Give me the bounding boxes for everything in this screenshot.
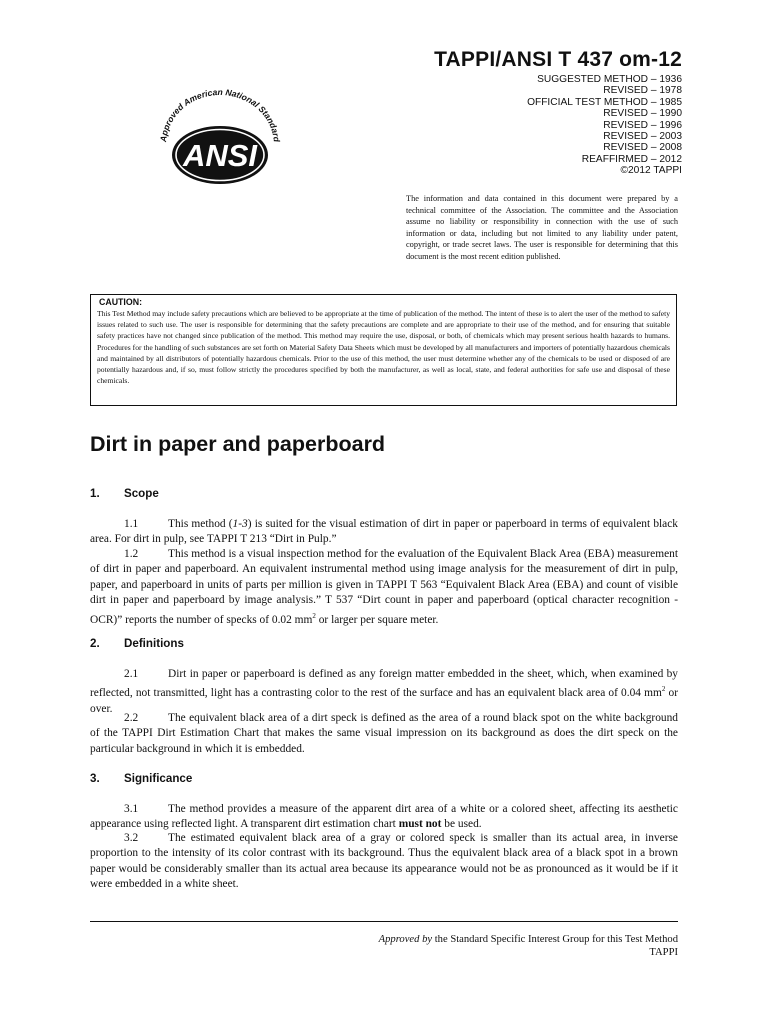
footer-approval-line — [379, 933, 678, 946]
paragraph-text: be used. — [441, 818, 482, 831]
history-line: REVISED – 1996 — [603, 119, 682, 131]
paragraph-1-1 — [90, 517, 678, 548]
section-number: 1. — [90, 487, 100, 500]
emphasis-text: must not — [398, 818, 442, 831]
footer-divider — [90, 921, 678, 922]
paragraph-text: The equivalent black area of a dirt speck is defined as the area of a round black spot on the white background of the TAPPI Dirt Estimation Chart that makes the same visual impression on its background as does the dirt speck on the particular background in which it is embedded. — [90, 712, 678, 755]
history-line: SUGGESTED METHOD – 1936 — [537, 74, 682, 85]
paragraph-text: This method ( — [168, 518, 233, 530]
logo-wordmark: ANSI — [182, 138, 258, 173]
paragraph-text: or larger per square meter. — [315, 613, 439, 626]
paragraph-3-1 — [90, 802, 678, 833]
footer — [379, 933, 678, 959]
paragraph-text: This method is a visual inspection method for the evaluation of the Equivalent Black Area (EBA) measurement of dirt in paper and paperboard. An equivalent instrumental method using image analysis for the measurement of dirt in pulp, paper, and paperboard in units of parts per million is given in TAPPI T 563 “Equivalent Black Area (EBA) and count of visible dirt in paper and paperboard by image analysis.” T 537 “Dirt count in paper and paperboard (optical character recognition - OCR)” reports the number of specks of 0.02 mm — [90, 548, 678, 626]
disclaimer-text: The information and data contained in this document were prepared by a technical committee of the Association. The committee and the Association assume no liability or responsibility in connection with the use of such information or data, including but not limited to any liability under patent, copyright, or trade secret laws. The user is responsible for determining that this document is the most recent edition published. — [406, 194, 678, 261]
paragraph-number: 2.2 — [124, 712, 139, 724]
paragraph-number: 1.2 — [124, 548, 139, 560]
caution-text: This Test Method may include safety precautions which are believed to be appropriate at the time of publication of the method. The intent of these is to alert the user of the method to safety issues related to such use. The user is responsible for determining that the safety precautions are complete and are appropriate to their use of the method, and for ensuring that suitable safety practices have not changed since publication of the method. This method may require the use, disposal, or both, of chemicals which may present serious health hazards to humans. Procedures for the handling of such substances are set forth on Material Safety Data Sheets which must be developed by all manufacturers and importers of potentially hazardous chemicals and maintained by all distributors of potentially hazardous chemicals. Prior to the use of this method, the user must determine whether any of the chemicals to be used or disposed of are potentially hazardous and, if so, must follow strictly the procedures specified by both the manufacturer, as well as local, state, and federal authorities for safe use and disposal of these chemicals. — [97, 309, 670, 386]
history-line: OFFICIAL TEST METHOD – 1985 — [527, 96, 682, 108]
section-title: Scope — [124, 487, 159, 500]
paragraph-2-2 — [90, 711, 678, 757]
footer-approved-by: Approved by — [378, 934, 433, 945]
revision-history — [527, 74, 682, 177]
paragraph-number: 3.1 — [124, 803, 139, 815]
superscript: 2 — [312, 611, 316, 620]
history-line: REVISED – 1990 — [603, 108, 682, 120]
paragraph-text: or over. — [90, 687, 678, 715]
superscript: 2 — [661, 685, 666, 694]
section-heading-significance — [90, 772, 192, 785]
history-line: REVISED – 1978 — [603, 85, 682, 97]
copyright-line: ©2012 TAPPI — [620, 165, 682, 177]
caution-title: CAUTION: — [99, 297, 143, 307]
footer-organization: TAPPI — [649, 947, 678, 959]
reference-citation: 1-3 — [232, 518, 248, 530]
history-line: REVISED – 2008 — [603, 142, 682, 154]
paragraph-text: The method provides a measure of the apparent dirt area of a white or a colored sheet, affecting its aesthetic appearance using reflected light. A transparent dirt estimation chart — [90, 803, 678, 831]
paragraph-text: ) is suited for the visual estimation of dirt in paper or paperboard in terms of equivalent black area. For dirt in pulp, see TAPPI T 213 “Dirt in Pulp.” — [90, 518, 678, 546]
footer-approval-text: the Standard Specific Interest Group for this Test Method — [432, 934, 678, 945]
section-title: Definitions — [124, 637, 184, 650]
section-number: 2. — [90, 637, 100, 650]
paragraph-text: Dirt in paper or paperboard is defined as any foreign matter embedded in the sheet, which, when examined by reflected, not transmitted, light has a contrasting color to the rest of the surface and has an equivalent black area of 0.04 mm — [90, 668, 678, 700]
section-title: Significance — [124, 772, 193, 785]
section-number: 3. — [90, 772, 100, 785]
paragraph-number: 2.1 — [124, 668, 139, 680]
page-title: Dirt in paper and paperboard — [90, 432, 386, 456]
paragraph-number: 3.2 — [124, 832, 139, 844]
history-line: REVISED – 2003 — [603, 131, 682, 143]
logo-arc-text: Approved American National Standard — [158, 86, 282, 143]
paragraph-text: The estimated equivalent black area of a gray or colored speck is smaller than its actual area, in inverse proportion to the intensity of its color contrast with its background. Thus the equivalent black area of a black spot in a brown paper would be considerably smaller than its actual area because its appearance would not be as pronounced as it would be if it were embedded in a white sheet. — [90, 832, 678, 891]
paragraph-1-2 — [90, 547, 678, 628]
section-heading-definitions — [90, 637, 184, 650]
paragraph-number: 1.1 — [124, 518, 139, 530]
history-line: REAFFIRMED – 2012 — [581, 153, 682, 165]
paragraph-3-2 — [90, 831, 678, 893]
paragraph-2-1 — [90, 667, 678, 717]
caution-box — [90, 294, 677, 406]
section-heading-scope — [90, 487, 159, 500]
document-number: TAPPI/ANSI T 437 om-12 — [434, 48, 682, 71]
ansi-logo — [150, 85, 290, 200]
